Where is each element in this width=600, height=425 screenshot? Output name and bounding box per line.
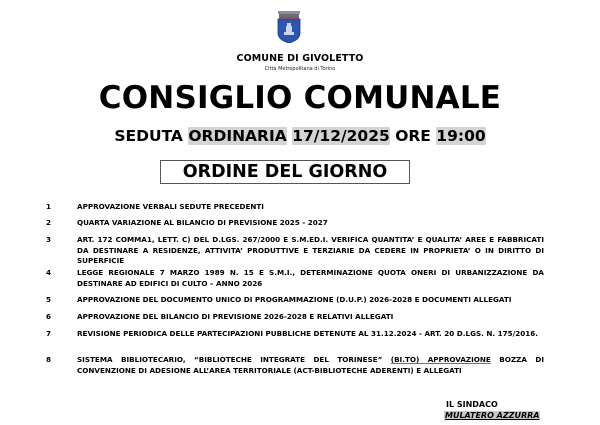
document-title: CONSIGLIO COMUNALE (98, 80, 502, 116)
spellcheck-underlined-text: (BI.TO) APPROVAZIONE (390, 355, 491, 364)
agenda-item-text: REVISIONE PERIODICA DELLE PARTECIPAZIONI PUBBLICHE DETENUTE AL 31.12.2024 - ART. 20 D.LGS. N. 175/2016. (77, 329, 538, 338)
agenda-item-text-part: SISTEMA BIBLIOTECARIO, “BIBLIOTECHE INTEGRATE DEL TORINESE” (77, 355, 391, 364)
seduta-prefix: SEDUTA (114, 127, 183, 145)
agenda-item-text-part: BOZZA DI CONVENZIONE DI ADESIONE ALL’AREA TERRITORIALE (ACT-BIBLIOTECHE ADERENTI) E ALLEGATI (77, 355, 544, 375)
signature-name: MULATERO AZZURRA (445, 411, 540, 420)
section-title: ORDINE DEL GIORNO (182, 162, 388, 182)
signature-role: IL SINDACO (446, 400, 498, 409)
agenda-item-number: 8 (46, 355, 52, 364)
seduta-time: 19:00 (436, 127, 486, 145)
agenda-item-text (77, 355, 544, 376)
comune-name: COMUNE DI GIVOLETTO (236, 53, 364, 64)
section-title-box (160, 160, 410, 184)
agenda-item-number: 4 (46, 268, 52, 277)
agenda-item-number: 3 (46, 235, 52, 244)
agenda-item-number: 5 (46, 295, 52, 304)
agenda-item-number: 2 (46, 218, 52, 227)
agenda-item-text: APPROVAZIONE DEL DOCUMENTO UNICO DI PROGRAMMAZIONE (D.U.P.) 2026-2028 E DOCUMENTI ALLEGATI (77, 295, 512, 304)
agenda-item-text: APPROVAZIONE DEL BILANCIO DI PREVISIONE 2026-2028 E RELATIVI ALLEGATI (77, 312, 394, 321)
seduta-type: ORDINARIA (188, 127, 287, 145)
comune-subtitle: Città Metropolitana di Torino (264, 66, 336, 72)
seduta-date: 17/12/2025 (292, 127, 390, 145)
agenda-item-number: 6 (46, 312, 52, 321)
agenda-item-text: QUARTA VARIAZIONE AL BILANCIO DI PREVISIONE 2025 - 2027 (77, 218, 328, 227)
agenda-item-text: APPROVAZIONE VERBALI SEDUTE PRECEDENTI (77, 202, 264, 211)
agenda-item-text: ART. 172 COMMA1, LETT. C) DEL D.LGS. 267/2000 E S.M.ED.I. VERIFICA QUANTITA’ E QUALITA’ AREE E FABBRICATI DA DESTINARE A RESIDENZE, ATTIVITA’ PRODUTTIVE E TERZIARIE DA CEDERE IN PROPRIETA’ O IN DIRITTO DI SUPERFICIE (77, 235, 544, 265)
municipal-coat-of-arms-icon (276, 11, 302, 43)
agenda-item-number: 1 (46, 202, 52, 211)
seduta-line (0, 127, 600, 145)
seduta-ore-label: ORE (395, 127, 431, 145)
agenda-item-text: LEGGE REGIONALE 7 MARZO 1989 N. 15 E S.M.I., DETERMINAZIONE QUOTA ONERI DI URBANIZZAZIONE DA DESTINARE AD EDIFICI DI CULTO – ANNO 2026 (77, 268, 544, 288)
agenda-item-number: 7 (46, 329, 52, 338)
